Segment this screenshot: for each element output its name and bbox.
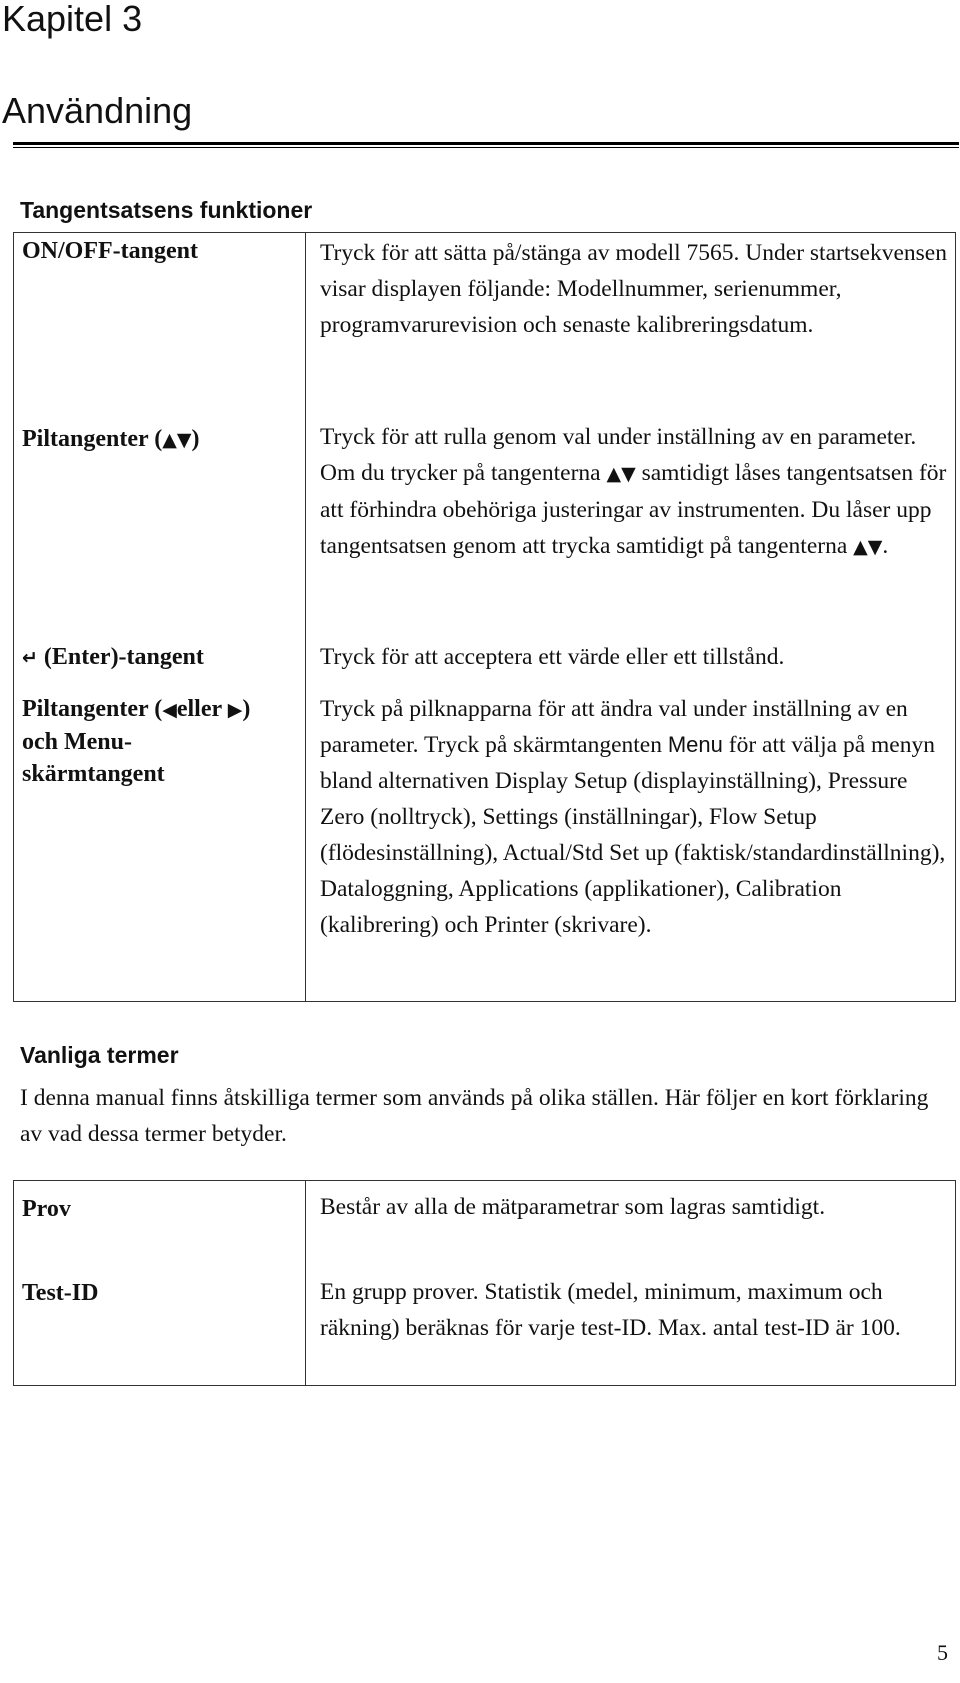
desc-test-id: En grupp prover. Statistik (medel, minimum, maximum och räkning) beräknas för varje test-ID. Max. antal test-ID är 100. [320, 1279, 901, 1341]
term-label: ) och Menu-skärmtangent [22, 696, 251, 787]
menu-key-label: Menu [667, 732, 723, 757]
up-down-arrows-icon: ▲▼ [162, 429, 192, 451]
keypad-table [13, 232, 956, 1002]
section-heading-terms: Vanliga termer [20, 1042, 179, 1068]
desc-prov: Består av alla de mätparametrar som lagras samtidigt. [320, 1194, 826, 1220]
chapter-label: Kapitel 3 [2, 0, 143, 39]
term-label: eller [176, 696, 222, 722]
table-divider [305, 233, 306, 1001]
up-down-arrows-icon: ▲▼ [606, 463, 636, 485]
desc-text: för att välja på menyn bland alternativen Display Setup (displayinställning), Pressure Zero (nolltryck), Settings (inställningar), Flow Setup (flödesinställning), Actual/Std Set up (faktisk/standardinställning), Dataloggning, Applications (applikationer), Calibration (kalibrering) och Printer (skrivare). [320, 732, 946, 938]
term-label: Piltangenter ( [22, 426, 163, 452]
enter-icon: ↵ [22, 647, 38, 669]
desc-arrow-leftright [320, 691, 950, 943]
desc-onoff: Tryck för att sätta på/stänga av modell 7565. Under startsekvensen visar displayen följande: Modellnummer, serienummer, programvarurevision och senaste kalibreringsdatum. [320, 240, 947, 338]
terms-intro: I denna manual finns åtskilliga termer som används på olika ställen. Här följer en kort förklaring av vad dessa termer betyder. [20, 1085, 929, 1147]
desc-text: Tryck på pilknapparna för att ändra val under inställning av en parameter. Tryck på skärmtangenten [320, 696, 908, 758]
table-divider [305, 1181, 306, 1385]
term-label: (Enter)-tangent [37, 644, 204, 670]
right-arrow-icon: ▶ [227, 699, 243, 721]
left-arrow-icon: ◀ [162, 699, 177, 721]
desc-enter: Tryck för att acceptera ett värde eller ett tillstånd. [320, 644, 785, 670]
desc-text: . [882, 533, 889, 559]
desc-text: Tryck för att rulla genom val under inställning av en parameter. Om du trycker på tangenterna [320, 424, 917, 486]
up-down-arrows-icon: ▲▼ [853, 536, 883, 558]
chapter-title: Användning [2, 90, 193, 131]
term-arrow-updown [22, 423, 297, 456]
term-onoff: ON/OFF-tangent [22, 238, 198, 264]
desc-text: samtidigt låses tangentsatsen för att förhindra obehöriga justeringar av instrumenten. Du låser upp tangentsatsen genom att trycka samtidigt på tangenterna [320, 460, 947, 559]
desc-arrow-updown [320, 419, 950, 565]
term-label: Piltangenter ( [22, 696, 163, 722]
terms-table [13, 1180, 956, 1386]
page-number: 5 [937, 1640, 948, 1665]
term-label: ) [191, 426, 200, 452]
term-test-id: Test-ID [22, 1280, 99, 1306]
section-heading-keypad: Tangentsatsens funktioner [20, 197, 313, 223]
term-enter [22, 641, 297, 674]
title-rule [13, 142, 959, 148]
term-prov: Prov [22, 1196, 71, 1222]
term-arrow-leftright [22, 693, 272, 790]
